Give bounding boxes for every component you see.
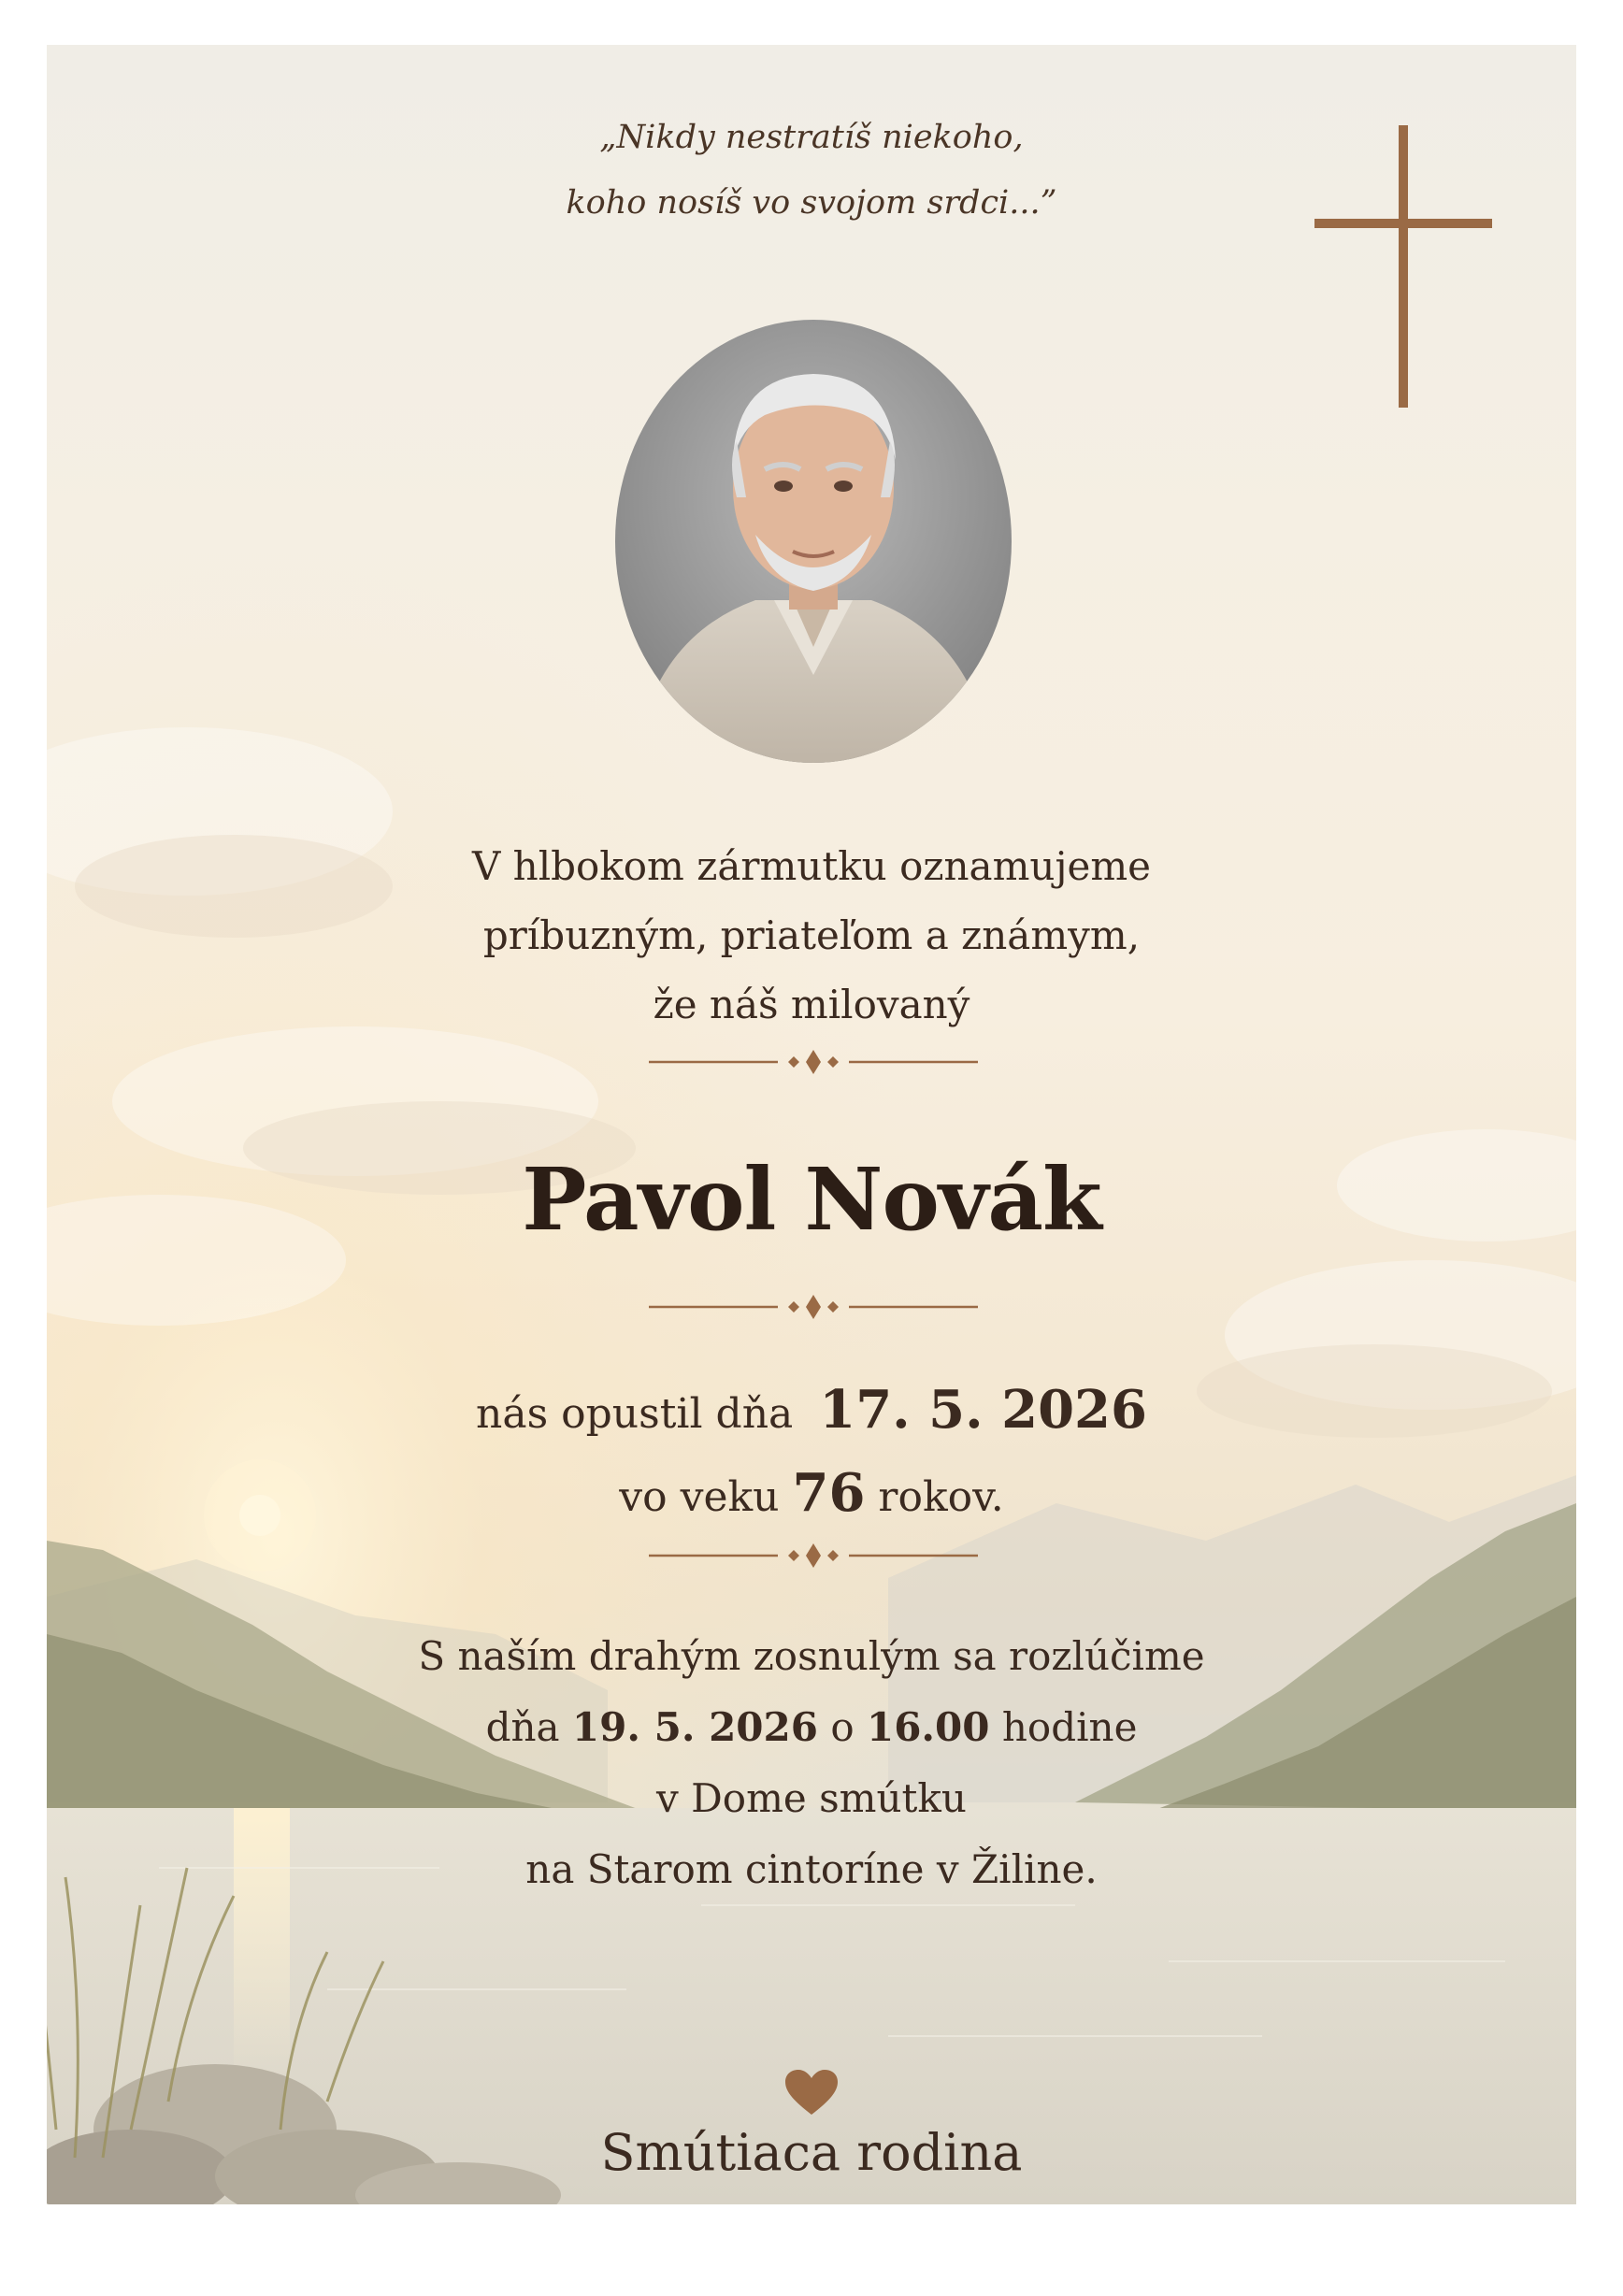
age-suffix: rokov. [878,1473,1004,1521]
quote-line-1: „Nikdy nestratíš niekoho, [599,119,1024,156]
heart-icon [785,2070,838,2117]
ornamental-divider-icon [649,1293,978,1321]
funeral-line-1: S naším drahým zosnulým sa rozlúčime [418,1633,1205,1679]
quote-line-2: koho nosíš vo svojom srdci...” [566,184,1057,222]
funeral-date-line [47,1692,1576,1763]
funeral-time-suffix: hodine [1001,1704,1138,1750]
intro-line-1: V hlbokom zármutku oznamujeme [471,843,1152,889]
intro-line-2: príbuzným, priateľom a známym, [482,912,1141,958]
funeral-day-prefix: dňa [485,1704,560,1750]
deceased-name: Pavol Novák [522,1149,1101,1250]
intro-text [47,832,1576,1040]
obituary-card [47,45,1576,2204]
death-date-prefix: nás opustil dňa [476,1390,794,1438]
funeral-line-3: v Dome smútku [656,1775,967,1821]
funeral-time: 16.00 [866,1704,990,1750]
cross-icon [1314,125,1492,408]
signature: Smútiaca rodina [600,2123,1023,2182]
age-prefix: vo veku [619,1473,780,1521]
funeral-time-prefix: o [830,1704,855,1750]
funeral-info [47,1621,1576,1905]
death-date: 17. 5. 2026 [819,1379,1147,1441]
age-line [47,1454,1576,1537]
death-info [47,1370,1576,1537]
ornamental-divider-icon [649,1542,978,1570]
death-date-line [47,1370,1576,1454]
funeral-line-4: na Starom cintoríne v Žiline. [525,1846,1098,1892]
deceased-portrait [615,320,1012,763]
funeral-date: 19. 5. 2026 [571,1704,818,1750]
intro-line-3: že náš milovaný [653,982,970,1027]
age-value: 76 [792,1462,866,1524]
ornamental-divider-icon [649,1048,978,1076]
